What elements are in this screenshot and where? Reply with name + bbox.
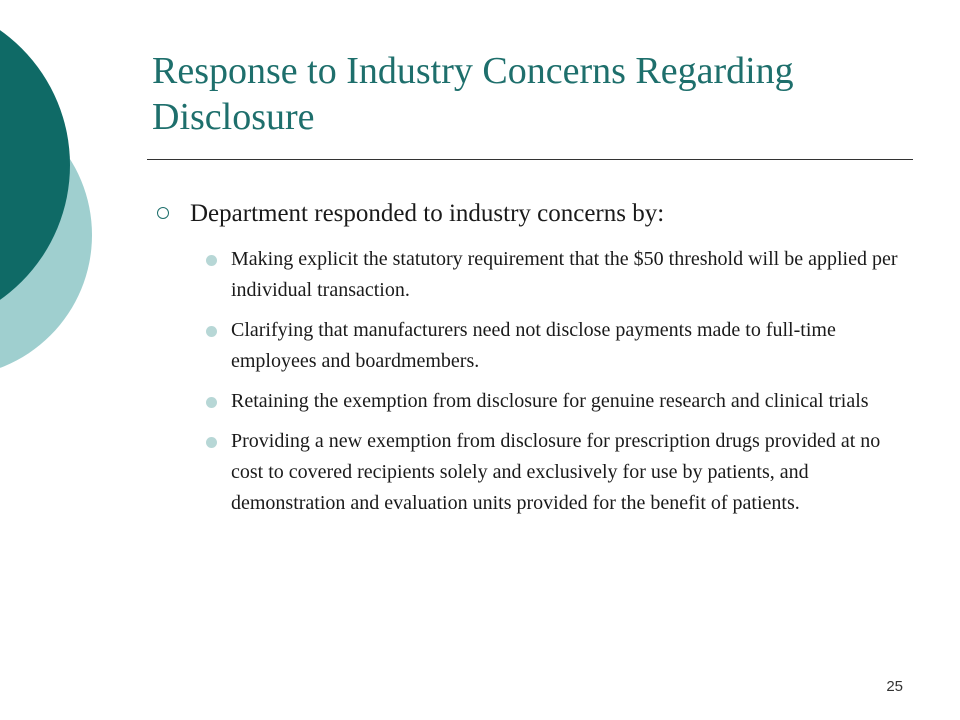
sub-bullet-3 [200, 386, 900, 417]
sub-bullet-text: Providing a new exemption from disclosure for prescription drugs provided at no cost to covered recipients solely and exclusively for use by patients, and demonstration and evaluation units provided for the benefit of patients. [231, 430, 881, 514]
sub-bullet-text: Retaining the exemption from disclosure for genuine research and clinical trials [231, 390, 869, 412]
intro-bullet: Department responded to industry concerns by: [190, 200, 665, 227]
title-divider [147, 159, 913, 160]
dot-bullet-icon [206, 255, 217, 266]
decorative-circles [0, 0, 120, 420]
sub-bullet-text: Clarifying that manufacturers need not disclose payments made to full-time employees and boardmembers. [231, 319, 836, 372]
dot-bullet-icon [206, 326, 217, 337]
dot-bullet-icon [206, 437, 217, 448]
sub-bullet-1 [200, 244, 900, 306]
slide-title: Response to Industry Concerns Regarding Disclosure [152, 50, 794, 138]
hollow-circle-bullet-icon [157, 207, 169, 219]
sub-bullet-text: Making explicit the statutory requirement that the $50 threshold will be applied per individual transaction. [231, 248, 898, 301]
sub-bullet-4 [200, 426, 900, 519]
slide-number: 25 [886, 678, 903, 695]
dot-bullet-icon [206, 397, 217, 408]
sub-bullet-list [200, 244, 900, 528]
sub-bullet-2 [200, 315, 900, 377]
